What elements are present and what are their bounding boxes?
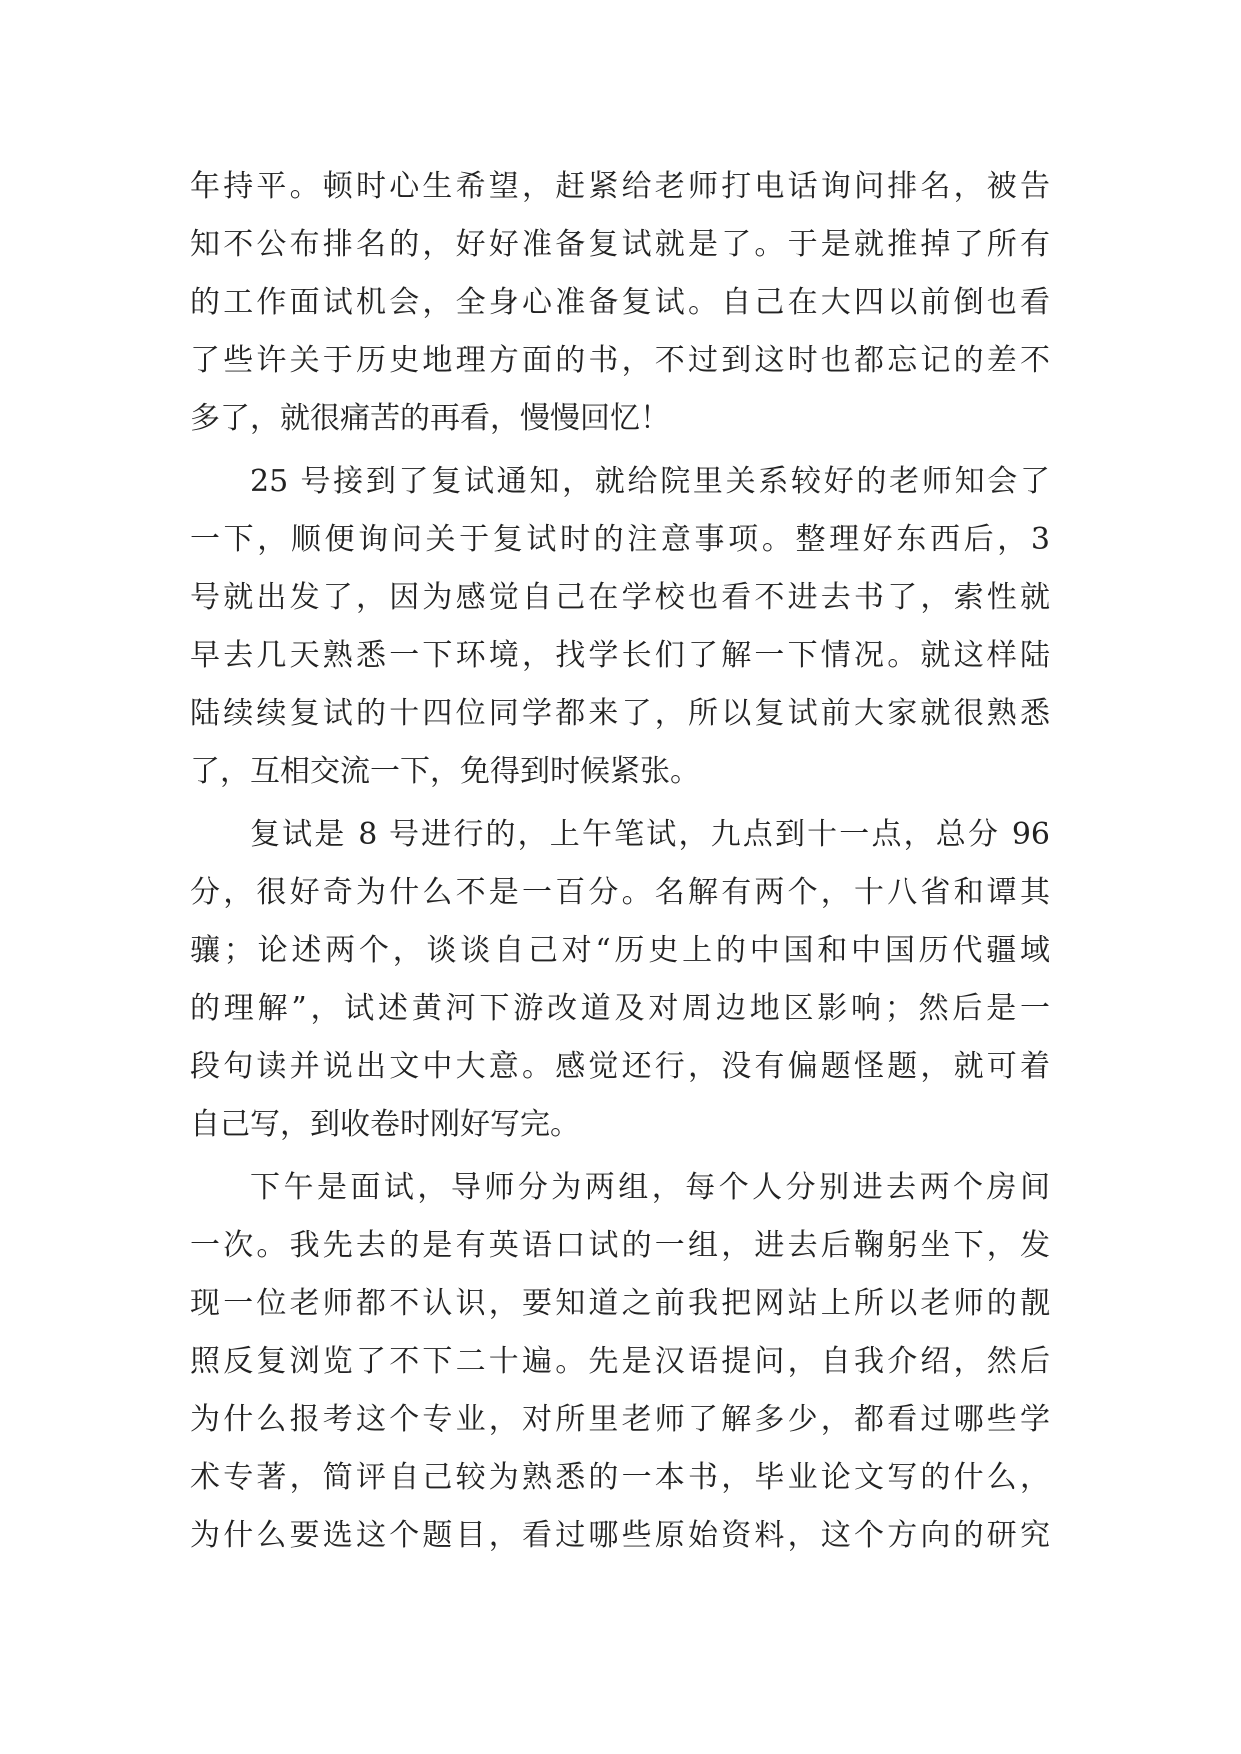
text-line: 为什么报考这个专业，对所里老师了解多少，都看过哪些学 [190, 1402, 1050, 1437]
text-line: 号就出发了，因为感觉自己在学校也看不进去书了，索性就 [190, 580, 1050, 615]
text-line: 早去几天熟悉一下环境，找学长们了解一下情况。就这样陆 [190, 638, 1050, 673]
text-line: 知不公布排名的，好好准备复试就是了。于是就推掉了所有 [190, 227, 1050, 262]
text-line: 术专著，简评自己较为熟悉的一本书，毕业论文写的什么， [190, 1460, 1050, 1495]
text-line: 了些许关于历史地理方面的书，不过到这时也都忘记的差不 [190, 343, 1050, 378]
text-line: 多了，就很痛苦的再看，慢慢回忆！ [190, 401, 670, 436]
paragraph-4 [190, 1159, 1050, 1565]
text-line: 一次。我先去的是有英语口试的一组，进去后鞠躬坐下，发 [190, 1228, 1050, 1263]
paragraph-1 [190, 158, 1050, 448]
text-line: 陆续续复试的十四位同学都来了，所以复试前大家就很熟悉 [190, 696, 1050, 731]
text-line: 照反复浏览了不下二十遍。先是汉语提问，自我介绍，然后 [190, 1344, 1050, 1379]
paragraph-3 [190, 806, 1050, 1154]
text-line: 自己写，到收卷时刚好写完。 [190, 1107, 580, 1142]
text-line: 骧；论述两个，谈谈自己对“历史上的中国和中国历代疆域 [190, 933, 1050, 968]
text-line: 分，很好奇为什么不是一百分。名解有两个，十八省和谭其 [190, 875, 1050, 910]
text-line: 了，互相交流一下，免得到时候紧张。 [190, 754, 700, 789]
text-line: 年持平。顿时心生希望，赶紧给老师打电话询问排名，被告 [190, 169, 1050, 204]
text-line: 现一位老师都不认识，要知道之前我把网站上所以老师的靓 [190, 1286, 1050, 1321]
paragraph-2 [190, 453, 1050, 801]
text-line: 25 号接到了复试通知，就给院里关系较好的老师知会了 [250, 464, 1050, 499]
text-line: 为什么要选这个题目，看过哪些原始资料，这个方向的研究 [190, 1518, 1050, 1553]
text-line: 的理解”，试述黄河下游改道及对周边地区影响；然后是一 [190, 991, 1050, 1026]
text-line: 的工作面试机会，全身心准备复试。自己在大四以前倒也看 [190, 285, 1050, 320]
document-body [190, 158, 1050, 1565]
text-line: 段句读并说出文中大意。感觉还行，没有偏题怪题，就可着 [190, 1049, 1050, 1084]
text-line: 下午是面试，导师分为两组，每个人分别进去两个房间 [250, 1170, 1050, 1205]
text-line: 一下，顺便询问关于复试时的注意事项。整理好东西后，3 [190, 522, 1050, 557]
text-line: 复试是 8 号进行的，上午笔试，九点到十一点，总分 96 [250, 817, 1050, 852]
